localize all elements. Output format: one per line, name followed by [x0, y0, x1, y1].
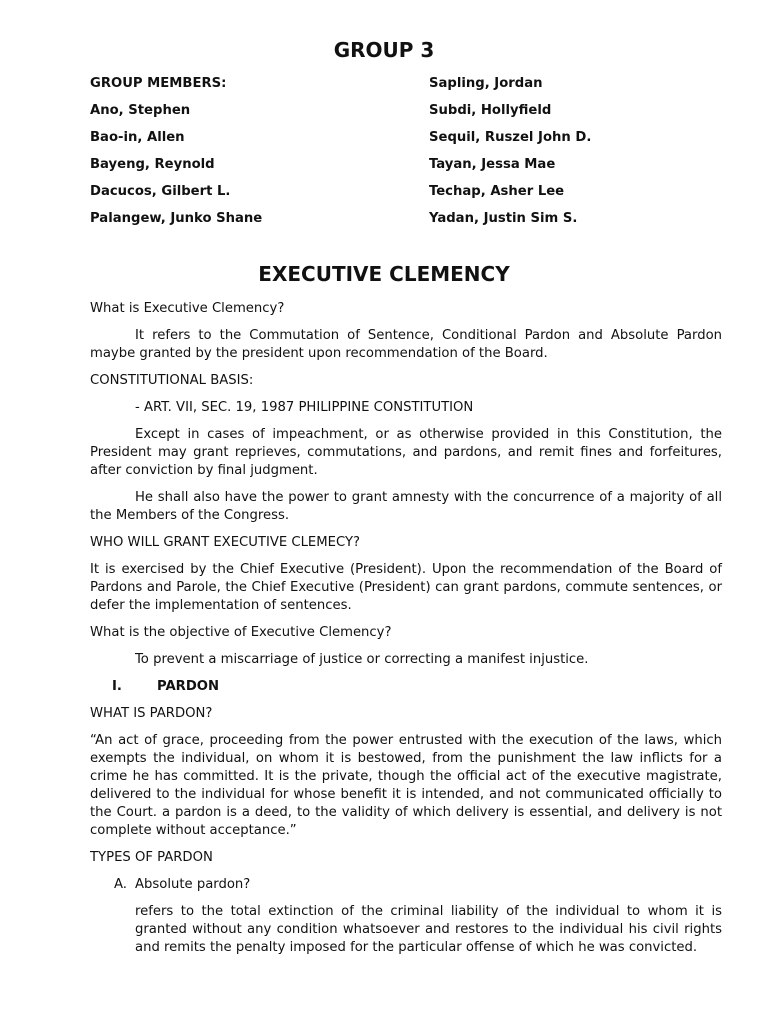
document-title: EXECUTIVE CLEMENCY — [258, 262, 510, 286]
paragraph: It is exercised by the Chief Executive (President). Upon the recommendation of the Board of Pardons and Parole, the Chief Executive (President) can grant pardons, commute sentences, or defer the implementation of sentences. — [90, 562, 722, 613]
question-heading: WHO WILL GRANT EXECUTIVE CLEMECY? — [90, 535, 361, 550]
member-name: Tayan, Jessa Mae — [429, 157, 556, 172]
subsection-title: Absolute pardon? — [135, 877, 251, 892]
member-name: Yadan, Justin Sim S. — [429, 211, 578, 226]
member-name: Ano, Stephen — [90, 103, 191, 118]
members-heading: GROUP MEMBERS: — [90, 76, 227, 91]
question-heading: What is the objective of Executive Clemency? — [90, 625, 392, 640]
subsection-letter: A. — [114, 877, 127, 892]
group-title: GROUP 3 — [333, 38, 435, 62]
paragraph: Except in cases of impeachment, or as otherwise provided in this Constitution, the President may grant reprieves, commutations, and pardons, and remit fines and forfeitures, after conviction by final judgment. — [90, 427, 722, 478]
members-right-column — [429, 75, 591, 237]
question-heading: What is Executive Clemency? — [90, 301, 285, 316]
section-number: I. — [112, 679, 122, 694]
member-name: Subdi, Hollyfield — [429, 103, 552, 118]
quoted-definition: “An act of grace, proceeding from the power entrusted with the execution of the laws, which exempts the individual, on whom it is bestowed, from the punishment the law inflicts for a crime he has committed. It is the private, though the official act of the executive magistrate, delivered to the individual for whose benefit it is intended, and not communicated officially to the Court. a pardon is a deed, to the validity of which delivery is essential, and delivery is not complete without acceptance.” — [90, 733, 722, 838]
paragraph: It refers to the Commutation of Sentence, Conditional Pardon and Absolute Pardon maybe granted by the president upon recommendation of the Board. — [90, 328, 722, 361]
paragraph: refers to the total extinction of the criminal liability of the individual to whom it is granted without any condition whatsoever and restores to the individual his civil rights and remits the penalty imposed for the particular offense of which he was convicted. — [135, 904, 722, 955]
section-title: PARDON — [157, 679, 220, 694]
member-name: Dacucos, Gilbert L. — [90, 184, 231, 199]
section-heading-pardon — [90, 678, 722, 696]
members-left-column — [90, 75, 262, 237]
member-name: Techap, Asher Lee — [429, 184, 565, 199]
constitution-reference: - ART. VII, SEC. 19, 1987 PHILIPPINE CONSTITUTION — [135, 400, 474, 415]
paragraph: To prevent a miscarriage of justice or correcting a manifest injustice. — [135, 652, 589, 667]
member-name: Palangew, Junko Shane — [90, 211, 263, 226]
subsection-heading — [90, 876, 722, 894]
section-heading: CONSTITUTIONAL BASIS: — [90, 373, 254, 388]
document-body — [90, 300, 722, 966]
member-name: Sapling, Jordan — [429, 76, 543, 91]
section-heading: TYPES OF PARDON — [90, 850, 213, 865]
member-name: Sequil, Ruszel John D. — [429, 130, 592, 145]
member-name: Bayeng, Reynold — [90, 157, 215, 172]
member-name: Bao-in, Allen — [90, 130, 185, 145]
paragraph: He shall also have the power to grant amnesty with the concurrence of a majority of all the Members of the Congress. — [90, 490, 722, 523]
question-heading: WHAT IS PARDON? — [90, 706, 213, 721]
